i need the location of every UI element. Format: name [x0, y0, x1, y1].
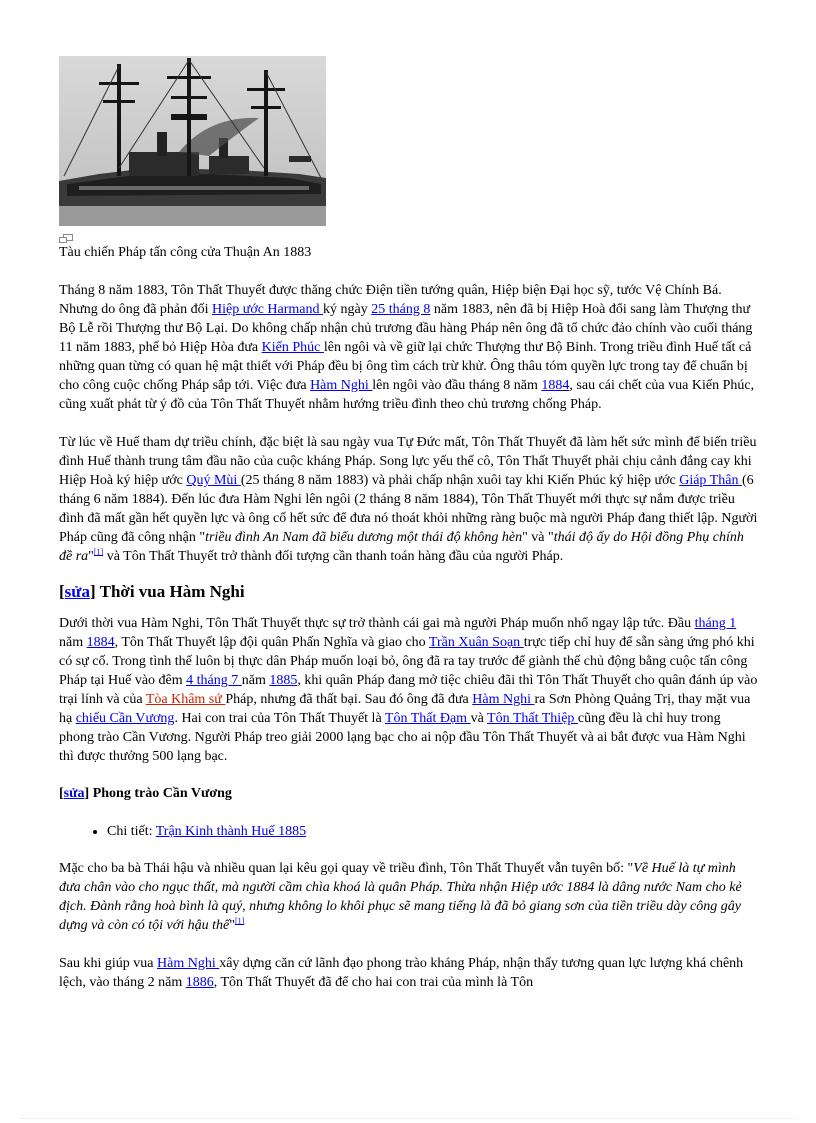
edit-link[interactable]: sửa — [63, 786, 85, 801]
paragraph-2: Từ lúc về Huế tham dự triều chính, đặc biệt là sau ngày vua Tự Đức mất, Tôn Thất Thuyết đã làm hết sức mình để biến triều đình Huế thành trung tâm đầu não của cuộc kháng Pháp. Song lực yếu thế cô, Tôn Thất Thuyết phải chịu cảnh đắng cay khi Hiệp Hoà ký hiệp ước Quý Mùi (25 tháng 8 năm 1883) và phải chấp nhận xuôi tay khi Kiến Phúc ký hiệp ước Giáp Thân (6 tháng 6 năm 1884). Đến lúc đưa Hàm Nghi lên ngôi (2 tháng 8 năm 1884), Tôn Thất Thuyết mới thực sự nắm được triều đình đã mất gần hết quyền lực và ông cố hết sức để đưa nó thoát khỏi những ràng buộc mà người Pháp đang thiết lập. Người Pháp cũng đã công nhận "triều đình An Nam đã biểu dương một thái độ không hèn" và "thái độ ấy do Hội đồng Phụ chính đề ra"[1] và Tôn Thất Thuyết trở thành đối tượng cần thanh toán hàng đầu của người Pháp. — [59, 435, 758, 564]
link-ton-that-thiep[interactable]: Tôn Thất Thiệp — [487, 711, 578, 726]
link-year-1885[interactable]: 1885 — [269, 673, 298, 688]
section-heading-can-vuong: [sửa] Phong trào Cần Vương — [59, 786, 232, 801]
paragraph-3: Dưới thời vua Hàm Nghi, Tôn Thất Thuyết thực sự trở thành cái gai mà người Pháp muốn nhổ ngay lập tức. Đầu tháng 1 năm 1884, Tôn Thất Thuyết lập đội quân Phấn Nghĩa và giao cho Trần Xuân Soạn trực tiếp chỉ huy để sẵn sàng ứng phó khi có sự cố. Trong tình thế luôn bị thực dân Pháp muốn loại bỏ, ông đã ra tay trước để giành thế chủ động bằng cuộc tấn công Pháp tại Huế vào đêm 4 tháng 7 năm 1885, khi quân Pháp đang mở tiệc chiêu đãi thì Tôn Thất Thuyết cho quân đánh úp vào trại lính và của Tòa Khâm sứ Pháp, nhưng đã thất bại. Sau đó ông đã đưa Hàm Nghi ra Sơn Phòng Quảng Trị, thay mặt vua hạ chiếu Cần Vương. Hai con trai của Tôn Thất Thuyết là Tôn Thất Đạm và Tôn Thất Thiệp cũng đều là chỉ huy trong phong trào Cần Vương. Người Pháp treo giải 2000 lạng bạc cho ai nộp đầu Tôn Thất Thuyết và ai bắt được vua Hàm Nghi thì được thưởng 500 lạng bạc. — [59, 616, 758, 764]
link-ham-nghi[interactable]: Hàm Nghi — [157, 956, 220, 971]
paragraph-4: Mặc cho ba bà Thái hậu và nhiều quan lại kêu gọi quay về triều đình, Tôn Thất Thuyết vẫn tuyên bố: "Về Huế là tự mình đưa chân vào cho ngục thất, mà người cầm chìa khoá là quân Pháp. Thừa nhận Hiệp ước 1884 là dâng nước Nam cho kẻ địch. Đành rằng hoà bình là quý, nhưng không lo khôi phục sẽ mang tiếng là đã bỏ giang sơn của tiền triều dày công gây dựng và còn có tội với hậu thế"[1] — [59, 861, 742, 933]
link-toa-kham-su[interactable]: Tòa Khâm sứ — [145, 692, 226, 707]
paragraph-1: Tháng 8 năm 1883, Tôn Thất Thuyết được thăng chức Điện tiền tướng quân, Hiệp biện Đại học sỹ, tước Vệ Chính Bá. Nhưng do ông đã phản đối Hiệp ước Harmand ký ngày 25 tháng 8 năm 1883, nên đã bị Hiệp Hoà đổi sang làm Thượng thư Bộ Lễ rồi Thượng thư Bộ Lại. Do không chấp nhận chủ trương đầu hàng Pháp nên ông đã tổ chức đảo chính vào cuối tháng 11 năm 1883, phế bỏ Hiệp Hòa đưa Kiến Phúc lên ngôi và về giữ lại chức Thượng thư Bộ Binh. Trong triều đình Huế tất cả những quan từng có quan hệ mật thiết với Pháp đều bị ông tìm cách trừ khử. Ông thâu tóm quyền lực trong tay để chuẩn bị cho công cuộc chống Pháp sắp tới. Việc đưa Hàm Nghi lên ngôi vào đầu tháng 8 năm 1884, sau cái chết của vua Kiến Phúc, cũng xuất phát từ ý đồ của Tôn Thất Thuyết nhằm hướng triều đình theo chủ trương chống Pháp. — [59, 283, 755, 412]
link-ham-nghi[interactable]: Hàm Nghi — [310, 378, 373, 393]
detail-list — [59, 822, 759, 841]
link-chieu-can-vuong[interactable]: chiếu Cần Vương — [75, 711, 175, 726]
link-quy-mui[interactable]: Quý Mùi — [186, 473, 241, 488]
link-year-1884[interactable]: 1884 — [541, 378, 570, 393]
link-ham-nghi[interactable]: Hàm Nghi — [472, 692, 535, 707]
link-kien-phuc[interactable]: Kiến Phúc — [261, 340, 324, 355]
warship-photo[interactable] — [59, 56, 326, 226]
citation-ref[interactable]: [1] — [93, 547, 104, 557]
list-item: • Chi tiết: Trận Kinh thành Huế 1885 — [107, 822, 759, 841]
link-ton-that-dam[interactable]: Tôn Thất Đạm — [384, 711, 471, 726]
paragraph-5: Sau khi giúp vua Hàm Nghi xây dựng căn cứ lãnh đạo phong trào kháng Pháp, nhận thấy tương quan lực lượng khá chênh lệch, vào tháng 2 năm 1886, Tôn Thất Thuyết đã để cho hai con trai của mình là Tôn — [59, 956, 744, 990]
enlarge-icon[interactable] — [59, 234, 73, 243]
link-july-4[interactable]: 4 tháng 7 — [186, 673, 242, 688]
link-year-1884[interactable]: 1884 — [86, 635, 115, 650]
article-body — [59, 56, 759, 992]
section-heading-ham-nghi: [sửa] Thời vua Hàm Nghi — [59, 582, 245, 601]
link-giap-than[interactable]: Giáp Thân — [679, 473, 742, 488]
link-year-1886[interactable]: 1886 — [185, 975, 214, 990]
page-bottom-rule — [20, 1118, 796, 1119]
link-tran-xuan-soan[interactable]: Trần Xuân Soạn — [428, 635, 524, 650]
link-tran-kinh-thanh-hue[interactable]: Trận Kinh thành Huế 1885 — [155, 824, 307, 839]
link-aug-25[interactable]: 25 tháng 8 — [371, 302, 431, 317]
link-january[interactable]: tháng 1 — [694, 616, 737, 631]
citation-ref[interactable]: [1] — [234, 916, 245, 926]
edit-link[interactable]: sửa — [64, 582, 90, 601]
figure-caption: Tàu chiến Pháp tấn công cửa Thuận An 1883 — [59, 245, 312, 260]
link-harmand-treaty[interactable]: Hiệp ước Harmand — [212, 302, 324, 317]
